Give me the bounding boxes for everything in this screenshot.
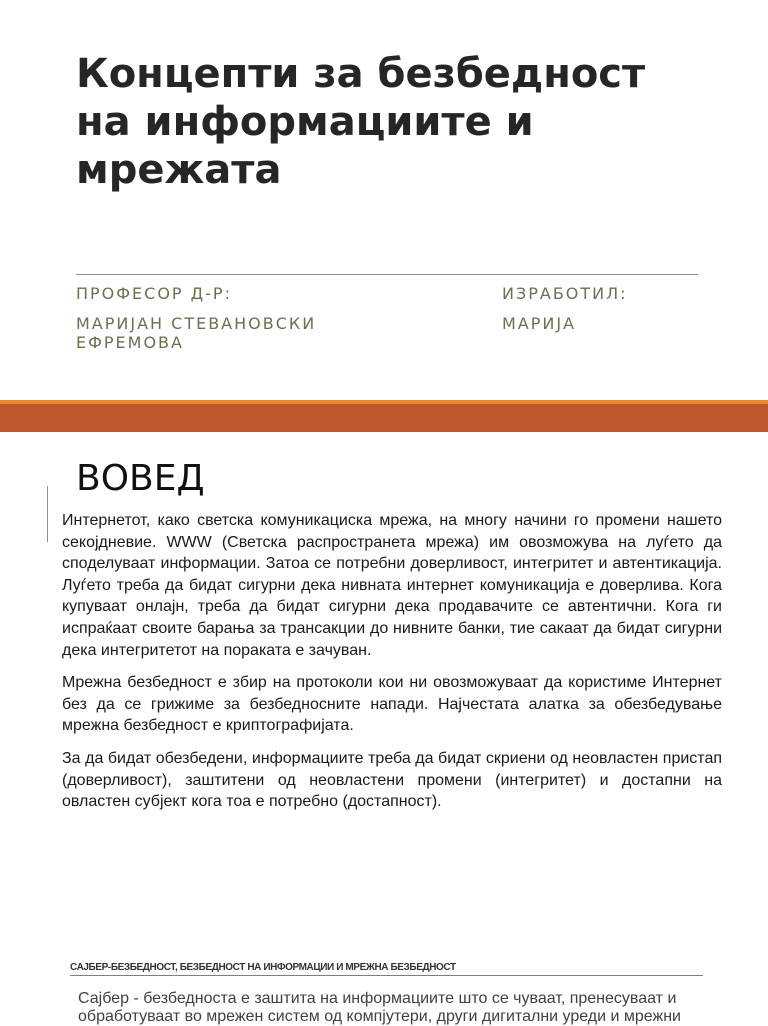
presentation-title: Концепти за безбедност на информациите и мрежата: [76, 51, 646, 193]
next-slide-text: Сајбер - безбедноста е заштита на информациите што се чуваат, пренесуваат и обработуваат во мрежен систем од компјутери, други дигитални уреди и мрежни: [78, 990, 681, 1025]
author-name: МАРИЈА: [502, 314, 577, 333]
intro-body: [62, 510, 722, 824]
intro-paragraph-3: За да бидат обезбедени, информациите треба да бидат скриени од неовластен пристап (доверливост), заштитени од неовластени промени (интегритет) и достапни на овластен субјект кога тоа е потребно (достапност).: [62, 749, 722, 811]
next-slide-section-label: САЈБЕР-БЕЗБЕДНОСТ, БЕЗБЕДНОСТ НА ИНФОРМАЦИИ И МРЕЖНА БЕЗБЕДНОСТ: [70, 962, 456, 973]
author-label: ИЗРАБОТИЛ:: [502, 284, 628, 303]
professor-name: МАРИЈАН СТЕВАНОВСКИ ЕФРЕМОВА: [76, 314, 317, 352]
next-slide-divider: [70, 975, 703, 976]
intro-heading: ВОВЕД: [76, 458, 205, 499]
slide-separator-band: [0, 404, 768, 432]
intro-paragraph-2: Мрежна безбедност е збир на протоколи кои ни овозможуваат да користиме Интернет без да се грижиме за безбедносните напади. Најчестата алатка за обезбедување мрежна безбедност е криптографијата.: [62, 674, 722, 735]
professor-label: ПРОФЕСОР Д-Р:: [76, 284, 232, 303]
intro-paragraph-1: Интернетот, како светска комуникациска мрежа, на многу начини го промени нашето секојдневие. WWW (Светска распространета мрежа) им овозможува на луѓето да споделуваат информации. Затоа се потребни доверливост, интегритет и автентикација. Луѓето треба да бидат сигурни дека нивната интернет комуникација е доверлива. Кога купуваат онлајн, треба да бидат сигурни дека продавачите се автентични. Кога ги испраќаат своите барања за трансакции до нивните банки, тие сакаат да бидат сигурни дека интегритетот на пораката е зачуван.: [62, 512, 722, 659]
title-slide: [0, 0, 768, 400]
title-divider: [76, 274, 698, 275]
accent-bar: [47, 486, 48, 542]
